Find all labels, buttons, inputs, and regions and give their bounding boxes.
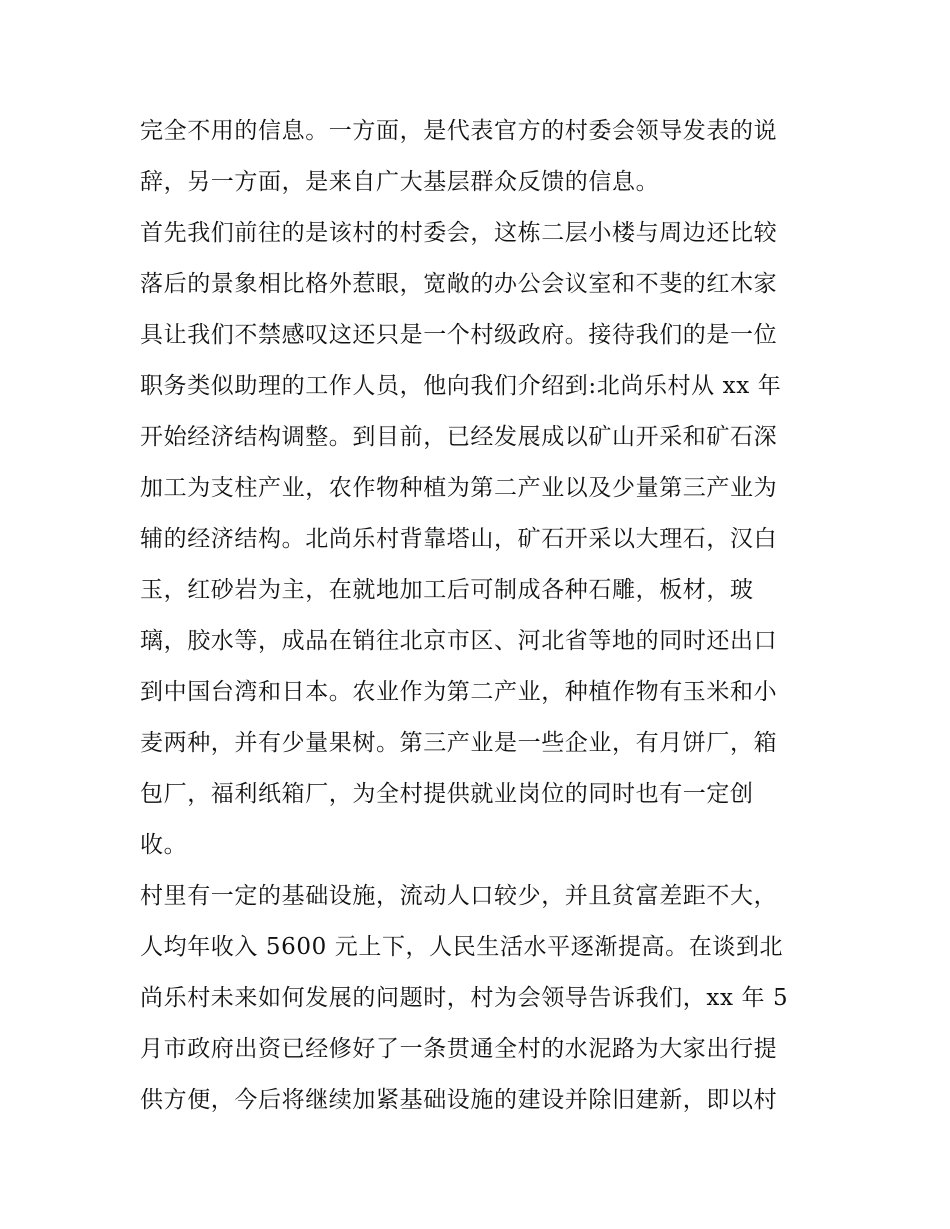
text-line: 具让我们不禁感叹这还只是一个村级政府。接待我们的是一位: [140, 322, 778, 348]
text-line: 加工为支柱产业，农作物种植为第二产业以及少量第三产业为: [140, 475, 778, 501]
text-line: 落后的景象相比格外惹眼，宽敞的办公会议室和不斐的红木家: [140, 271, 778, 297]
text-line: 收。: [140, 832, 188, 858]
text-line: 完全不用的信息。一方面，是代表官方的村委会领导发表的说: [140, 118, 778, 144]
text-line: 人均年收入 5600 元上下，人民生活水平逐渐提高。在谈到北: [140, 934, 784, 960]
text-line: 首先我们前往的是该村的村委会，这栋二层小楼与周边还比较: [140, 220, 778, 246]
text-line: 包厂，福利纸箱厂，为全村提供就业岗位的同时也有一定创: [140, 781, 754, 807]
text-line: 璃，胶水等，成品在销往北京市区、河北省等地的同时还出口: [140, 628, 778, 654]
text-line: 月市政府出资已经修好了一条贯通全村的水泥路为大家出行提: [140, 1036, 778, 1062]
text-line: 开始经济结构调整。到目前，已经发展成以矿山开采和矿石深: [140, 424, 778, 450]
text-line: 玉，红砂岩为主，在就地加工后可制成各种石雕，板材，玻: [140, 577, 754, 603]
text-line: 辅的经济结构。北尚乐村背靠塔山，矿石开采以大理石，汉白: [140, 526, 778, 552]
text-line: 供方便，今后将继续加紧基础设施的建设并除旧建新，即以村: [140, 1087, 778, 1113]
text-line: 村里有一定的基础设施，流动人口较少，并且贫富差距不大，: [140, 883, 778, 909]
text-line: 辞，另一方面，是来自广大基层群众反馈的信息。: [140, 169, 660, 195]
text-line: 麦两种，并有少量果树。第三产业是一些企业，有月饼厂，箱: [140, 730, 778, 756]
text-line: 职务类似助理的工作人员，他向我们介绍到:北尚乐村从 xx 年: [140, 373, 782, 399]
text-line: 到中国台湾和日本。农业作为第二产业，种植作物有玉米和小: [140, 679, 778, 705]
text-line: 尚乐村未来如何发展的问题时，村为会领导告诉我们，xx 年 5: [140, 985, 789, 1011]
body-text: [140, 106, 820, 1126]
